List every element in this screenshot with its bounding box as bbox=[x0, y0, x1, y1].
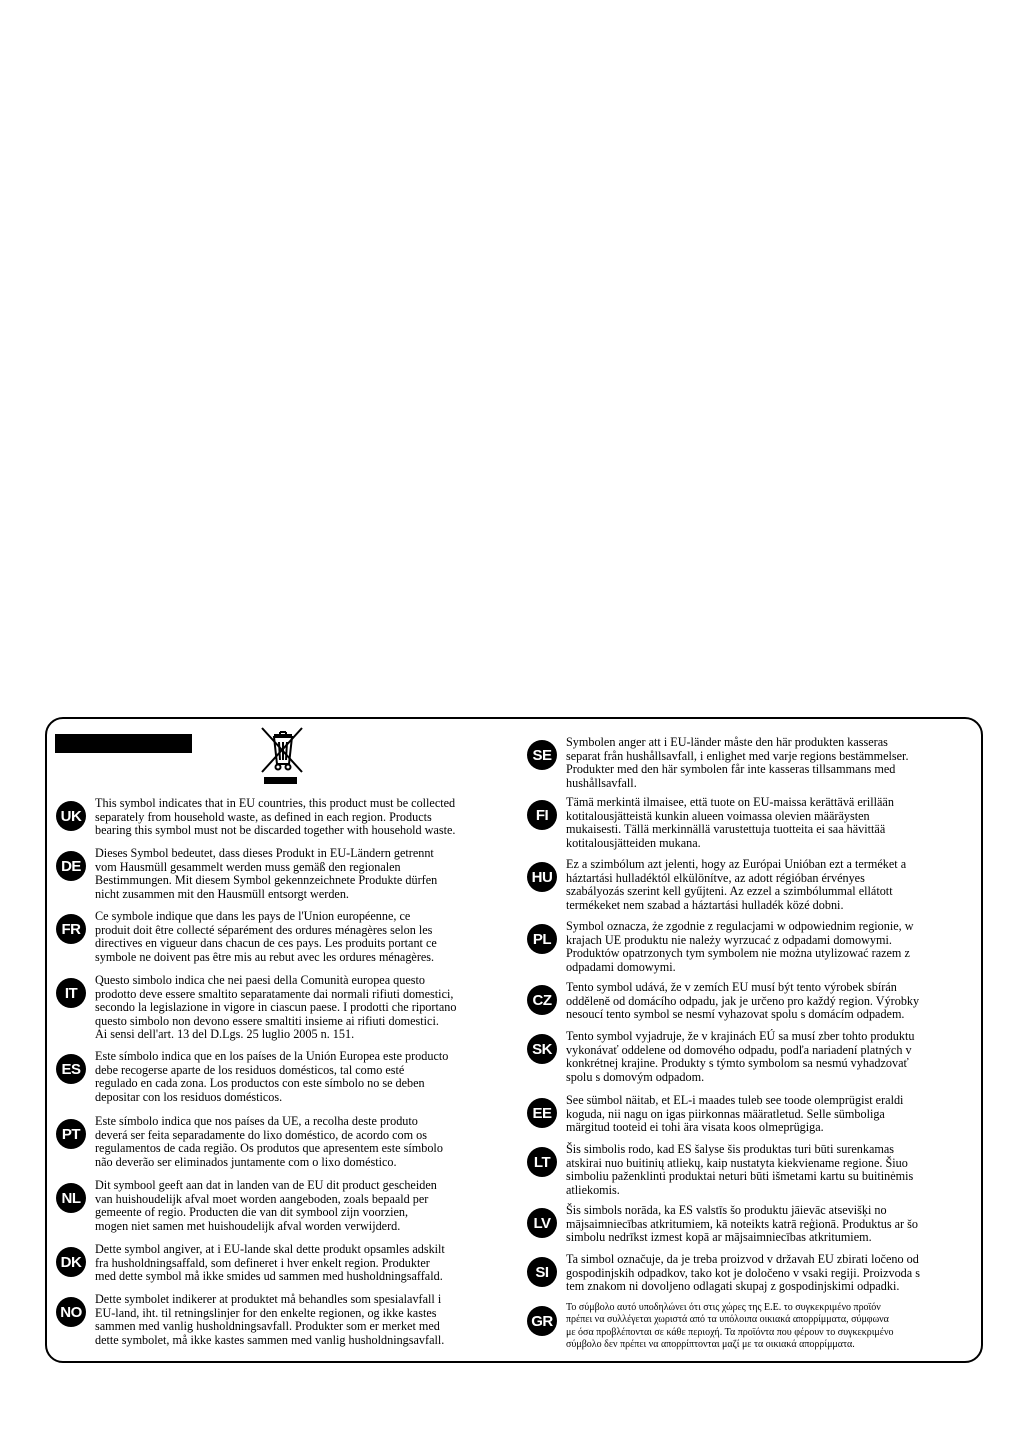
notice-text-hu: Ez a szimbólum azt jelenti, hogy az Európai Unióban ezt a terméket a háztartási hulladéktól elkülönítve, az adott régióban érvényes szabályozás szerint kell gyűjteni. Az ezzel a szimbólummal ellátott termékeket nem szabad a háztartási hulladék közé dobni. bbox=[566, 857, 907, 912]
country-badge-it: IT bbox=[56, 978, 86, 1008]
notice-text-ee: See sümbol näitab, et EL-i maades tuleb see toode olemprügist eraldi koguda, nii nagu on igas piirkonnas määratletud. Selle sümboliga märgitud tooteid ei tohi ära visata koos olmeprügiga. bbox=[566, 1093, 904, 1135]
country-badge-ee: EE bbox=[527, 1098, 557, 1128]
notice-text-es: Este símbolo indica que en los países de la Unión Europea este producto debe recogerse aparte de los residuos domésticos, tal como esté regulado en cada zona. Los productos con este símbolo no se deben depositar con los residuos domésticos. bbox=[95, 1049, 449, 1104]
country-badge-dk: DK bbox=[56, 1247, 86, 1277]
notice-dk bbox=[56, 1243, 445, 1284]
notice-es bbox=[56, 1050, 448, 1104]
notice-text-sk: Tento symbol vyjadruje, že v krajinách EÚ sa musí zber tohto produktu vykonávať oddelene od domového odpadu, podľa nariadení platných v konkrétnej krajine. Produkty s týmto symbolom sa nesmú vyhadzovať spolu s domovým odpadom. bbox=[566, 1029, 915, 1084]
country-badge-sk: SK bbox=[527, 1034, 557, 1064]
notice-text-fi: Tämä merkintä ilmaisee, että tuote on EU-maissa kerättävä erillään kotitalousjätteistä kunkin alueen voimassa olevien määräysten mukaisesti. Tällä merkinnällä varustettuja tuotteita ei saa hävittää kotitalousjätteiden mukana. bbox=[566, 795, 894, 850]
notice-text-si: Ta simbol označuje, da je treba proizvod v državah EU zbirati ločeno od gospodinjskih odpadkov, tako kot je določeno v vsaki regiji. Proizvoda s tem znakom ni dovoljeno odlagati skupaj z gospodinjskimi odpadki. bbox=[566, 1252, 920, 1294]
header-black-bar bbox=[55, 734, 192, 753]
country-badge-se: SE bbox=[527, 740, 557, 770]
country-badge-nl: NL bbox=[56, 1183, 86, 1213]
notice-text-fr: Ce symbole indique que dans les pays de l'Union européenne, ce produit doit être collecté séparément des ordures ménagères selon les directives en vigueur dans chacun de ces pays. Les produits portant ce symbole ne doivent pas être mis au rebut avec les ordures ménagères. bbox=[95, 909, 437, 964]
notice-text-lt: Šis simbolis rodo, kad ES šalyse šis produktas turi būti surenkamas atskirai nuo buitinių atliekų, kaip nustatyta kiekviename regione. Šiuo simboliu paženklinti produktai neturi būti išmetami kartu su buitinėmis atliekomis. bbox=[566, 1142, 914, 1197]
country-badge-no: NO bbox=[56, 1297, 86, 1327]
notice-fr bbox=[56, 910, 437, 964]
country-badge-cz: CZ bbox=[527, 985, 557, 1015]
notice-text-uk: This symbol indicates that in EU countries, this product must be collected separately from household waste, as defined in each region. Products bearing this symbol must not be discarded together with household waste. bbox=[95, 796, 456, 838]
notice-nl bbox=[56, 1179, 437, 1233]
notice-text-pl: Symbol oznacza, że zgodnie z regulacjami w odpowiednim regionie, w krajach UE produktu nie należy wyrzucać z odpadami domowymi. Produktów opatrzonych tym symbolem nie można utylizować razem z odpadami domowymi. bbox=[566, 919, 914, 974]
crossed-out-wheelie-bin-icon bbox=[255, 724, 311, 786]
notice-pt bbox=[56, 1115, 443, 1169]
country-badge-fi: FI bbox=[527, 800, 557, 830]
notice-se bbox=[527, 736, 909, 790]
notice-no bbox=[56, 1293, 444, 1347]
notice-de bbox=[56, 847, 437, 901]
notice-cz bbox=[527, 981, 919, 1022]
notice-uk bbox=[56, 797, 455, 838]
notice-gr bbox=[527, 1302, 894, 1352]
country-badge-pl: PL bbox=[527, 924, 557, 954]
country-badge-hu: HU bbox=[527, 862, 557, 892]
notice-hu bbox=[527, 858, 906, 912]
country-badge-gr: GR bbox=[527, 1306, 557, 1336]
notice-text-nl: Dit symbool geeft aan dat in landen van de EU dit product gescheiden van huishoudelijk afval moet worden aangeboden, zoals bepaald per gemeente of regio. Producten die van dit symbool zijn voorzien, mogen niet samen met huishoudelijk afval worden verwijderd. bbox=[95, 1178, 437, 1233]
notice-pl bbox=[527, 920, 914, 974]
notice-text-no: Dette symbolet indikerer at produktet må behandles som spesialavfall i EU-land, iht. til retningslinjer for den enkelte regionen, og ikke kastes sammen med vanlig husholdningsavfall. Produkter som er merket med dette symbolet, må ikke kastes sammen med vanlig husholdningsavfall. bbox=[95, 1292, 445, 1347]
country-badge-lt: LT bbox=[527, 1147, 557, 1177]
notice-text-se: Symbolen anger att i EU-länder måste den här produkten kasseras separat från hushållsavfall, i enlighet med varje regions bestämmelser. Produkter med den här symbolen får inte kasseras tillsammans med hushållsavfall. bbox=[566, 735, 909, 790]
notice-lv bbox=[527, 1204, 918, 1245]
notice-text-gr: Το σύμβολο αυτό υποδηλώνει ότι στις χώρες της Ε.Ε. το συγκεκριμένο προϊόν πρέπει να συλλέγεται χωριστά από τα υπόλοιπα οικιακά απορρίμματα, σύμφωνα με όσα προβλέπονται σε κάθε περιοχή. Τα προϊόντα που φέρουν το συγκεκριμένο σύμβολο δεν πρέπει να απορρίπτονται μαζί με τα οικιακά απορρίμματα. bbox=[566, 1302, 894, 1351]
notice-text-lv: Šis simbols norāda, ka ES valstīs šo produktu jāievāc atsevišķi no mājsaimniecības atkritumiem, kā noteikts katrā reģionā. Produktus ar šo simbolu nedrīkst izmest kopā ar mājsaimniecības atkritumiem. bbox=[566, 1203, 918, 1245]
country-badge-de: DE bbox=[56, 851, 86, 881]
notice-ee bbox=[527, 1094, 903, 1135]
country-badge-es: ES bbox=[56, 1054, 86, 1084]
notice-text-de: Dieses Symbol bedeutet, dass dieses Produkt in EU-Ländern getrennt vom Hausmüll gesammelt werden muss gemäß den regionalen Bestimmungen. Mit diesem Symbol gekennzeichnete Produkte dürfen nicht zusammen mit den Hausmüll entsorgt werden. bbox=[95, 846, 438, 901]
country-badge-fr: FR bbox=[56, 914, 86, 944]
notice-sk bbox=[527, 1030, 914, 1084]
country-badge-lv: LV bbox=[527, 1208, 557, 1238]
notice-text-cz: Tento symbol udává, že v zemích EU musí být tento výrobek sbírán odděleně od domácího odpadu, jak je určeno pro každý region. Výrobky nesoucí tento symbol se nesmí vyhazovat spolu s domácím odpadem. bbox=[566, 980, 920, 1022]
notice-si bbox=[527, 1253, 920, 1294]
country-badge-pt: PT bbox=[56, 1119, 86, 1149]
country-badge-si: SI bbox=[527, 1257, 557, 1287]
notice-text-it: Questo simbolo indica che nei paesi della Comunità europea questo prodotto deve essere smaltito separatamente dai normali rifiuti domestici, secondo la legislazione in vigore in ciascun paese. I prodotti che riportano questo simbolo non devono essere smaltiti insieme ai rifiuti domestici. Ai sensi dell'art. 13 del D.Lgs. 25 luglio 2005 n. 151. bbox=[95, 973, 457, 1042]
notice-it bbox=[56, 974, 456, 1042]
country-badge-uk: UK bbox=[56, 801, 86, 831]
notice-text-pt: Este símbolo indica que nos países da UE, a recolha deste produto deverá ser feita separadamente do lixo doméstico, de acordo com os regulamentos de cada região. Os produtos que apresentem este símbolo não deverão ser eliminados juntamente com o lixo doméstico. bbox=[95, 1114, 443, 1169]
notice-text-dk: Dette symbol angiver, at i EU-lande skal dette produkt opsamles adskilt fra husholdningsaffald, som defineret i hver enkelt region. Produkter med dette symbol må ikke smides ud sammen med husholdningsaffald. bbox=[95, 1242, 445, 1284]
notice-fi bbox=[527, 796, 894, 850]
notice-lt bbox=[527, 1143, 913, 1197]
